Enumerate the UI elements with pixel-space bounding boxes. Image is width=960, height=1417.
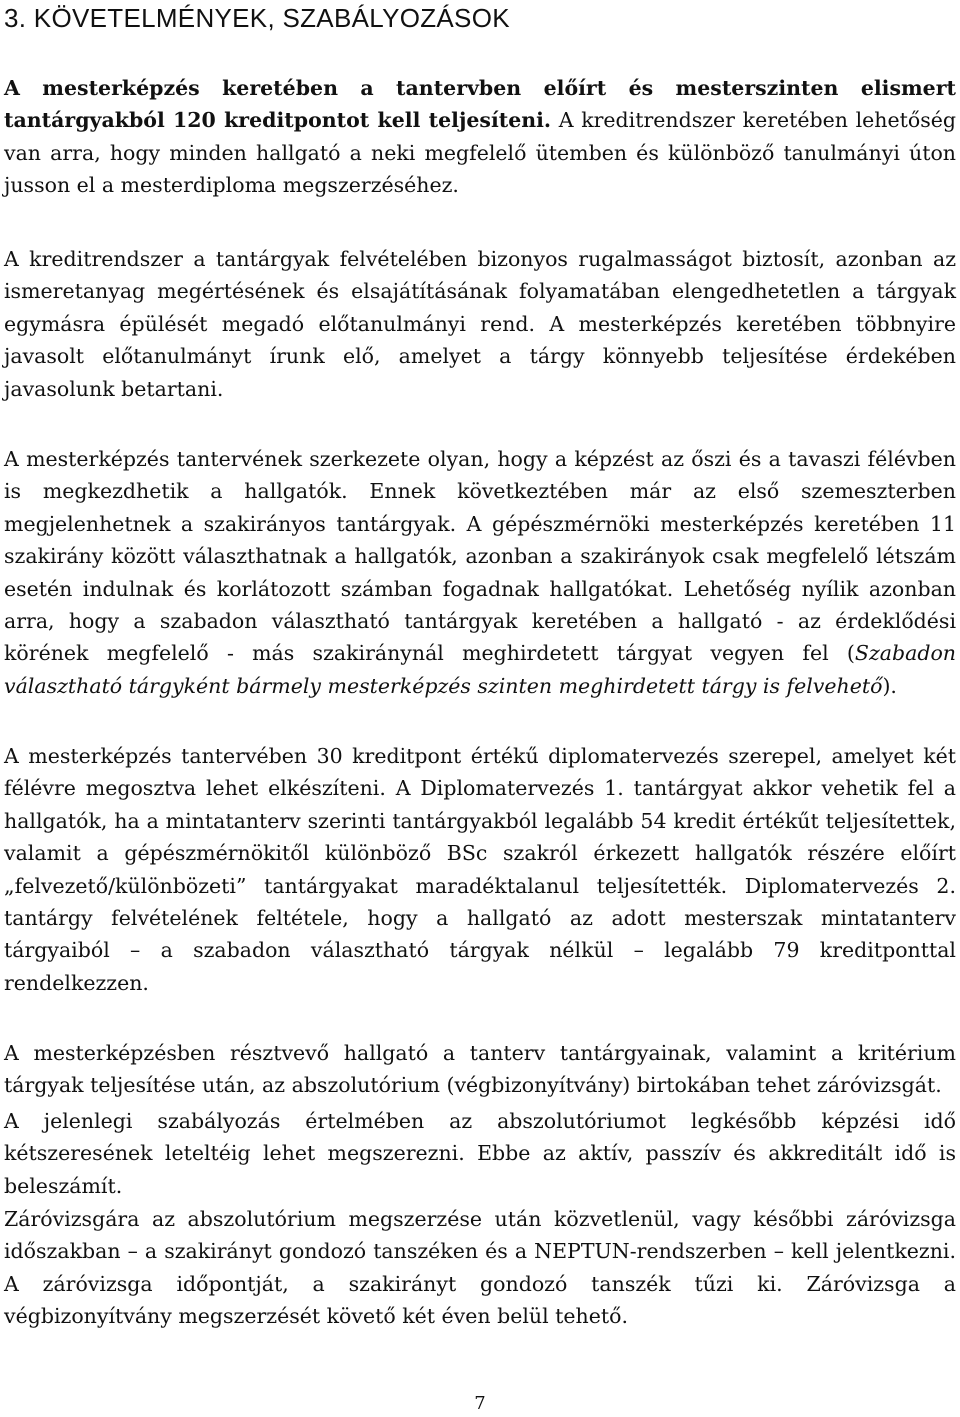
paragraph-credit-requirement (4, 72, 956, 202)
paragraph-absolutorium: A mesterképzésben résztvevő hallgató a tanterv tantárgyainak, valamint a kritérium tárgyak teljesítése után, az abszolutórium (végbizonyítvány) birtokában tehet záróvizsgát. (4, 1041, 956, 1098)
document-page (4, 0, 956, 1414)
paragraph-text: A kreditrendszer keretében lehetőség van arra, hogy minden hallgató a neki megfelelő ütemben és különböző tanulmányi úton jusson el a mesterdiploma megszerzéséhez. (4, 108, 956, 198)
paragraph-text-end: ). (882, 673, 897, 698)
paragraph-prerequisites: A kreditrendszer a tantárgyak felvételében bizonyos rugalmasságot biztosít, azonban az ismeretanyag megértésének és elsajátításának folyamatában elengedhetetlen a tárgyak egymásra épülését megadó előtanulmányi rend. A mesterképzés keretében többnyire javasolt előtanulmányt írunk elő, amelyet a tárgy könnyebb teljesítése érdekében javasolunk betartani. (4, 247, 956, 401)
page-number: 7 (474, 1393, 486, 1414)
paragraph-italic-note: Szabadon választható tárgyként bármely mesterképzés szinten meghirdetett tárgy is felvehető (4, 641, 956, 698)
paragraph-text: A mesterképzés tantervének szerkezete olyan, hogy a képzést az őszi és a tavaszi félévben is megkezdhetik a hallgatók. Ennek következtében már az első szemeszterben megjelenhetnek a szakirányos tantárgyak. A gépészmérnöki mesterképzés keretében 11 szakirány között választhatnak a hallgatók, azonban a szakirányok csak megfelelő létszám esetén indulnak és korlátozott számban fogadnak hallgatókat. Lehetőség nyílik azonban arra, hogy a szabadon választható tantárgyak keretében a hallgató - az érdeklődési körének megfelelő - más szakiránynál meghirdetett tárgyat vegyen fel ( (4, 447, 956, 666)
paragraph-bold-lead: A mesterképzés keretében a tantervben előírt és mesterszinten elismert tantárgyakból 120 kreditpontot kell teljesíteni. (4, 76, 956, 133)
section-heading: 3. KÖVETELMÉNYEK, SZABÁLYOZÁSOK (4, 3, 510, 33)
paragraph-final-exam: Záróvizsgára az abszolutórium megszerzése után közvetlenül, vagy későbbi záróvizsga időszakban – a szakirányt gondozó tanszéken és a NEPTUN-rendszerben – kell jelentkezni. A záróvizsga időpontját, a szakirányt gondozó tanszék tűzi ki. Záróvizsga a végbizonyítvány megszerzését követő két éven belül tehető. (4, 1207, 956, 1329)
paragraph-curriculum-structure (4, 443, 956, 702)
paragraph-thesis: A mesterképzés tantervében 30 kreditpont értékű diplomatervezés szerepel, amelyet két félévre megosztva lehet elkészíteni. A Diplomatervezés 1. tantárgyat akkor vehetik fel a hallgatók, ha a mintatanterv szerinti tantárgyakból legalább 54 kredit értékűt teljesítettek, valamit a gépészmérnökitől különböző BSc szakról érkezett hallgatók részére előírt „felvezető/különbözeti” tantárgyakat maradéktalanul teljesítették. Diplomatervezés 2. tantárgy felvételének feltétele, hogy a hallgató az adott mesterszak mintatanterv tárgyaiból – a szabadon választható tárgyak nélkül – legalább 79 kreditponttal rendelkezzen. (4, 744, 956, 995)
paragraph-regulation: A jelenlegi szabályozás értelmében az abszolutóriumot legkésőbb képzési idő kétszeresének leteltéig lehet megszerezni. Ebbe az aktív, passzív és akkreditált idő is beleszámít. (4, 1109, 956, 1198)
